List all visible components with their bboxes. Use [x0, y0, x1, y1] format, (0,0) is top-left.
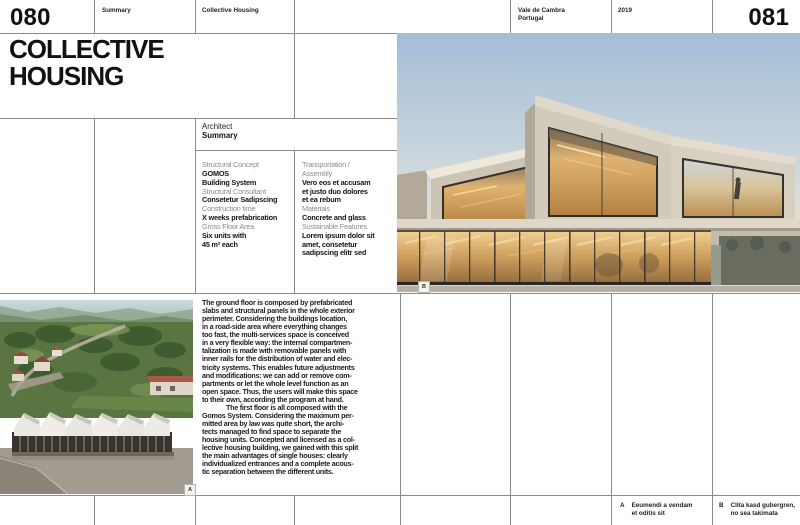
- article-line: in a road-side area where everything changes: [202, 322, 347, 332]
- spec-value: GOMOS: [202, 168, 229, 178]
- header-year: 2019: [618, 7, 633, 14]
- right-house: [148, 376, 193, 395]
- article-line: lective housing building, we gained with this split: [202, 443, 359, 453]
- grid-line: [195, 150, 397, 151]
- grid-line: [510, 294, 511, 525]
- spec-label: Assembly: [302, 168, 333, 178]
- article-line: open space. Thus, the users will make this space: [202, 386, 358, 396]
- article-line: to their own, according the program at hand.: [202, 394, 344, 404]
- spec-column-left: [202, 161, 277, 249]
- spec-value: X weeks prefabrication: [202, 213, 278, 223]
- grid-line: [294, 0, 295, 118]
- caption-a-line1: Eeumendi a vendam: [631, 502, 693, 509]
- article-line: talization is made with removable panels with: [202, 346, 347, 356]
- article-line: and modifications: we can add or remove com-: [202, 370, 352, 380]
- article-line: tects managed to find space to separate the: [202, 427, 342, 436]
- spec-column-right: [302, 161, 374, 258]
- caption-b-line1: Clita kasd gubergren,: [730, 502, 795, 509]
- caption-b-text: [731, 502, 795, 517]
- header-section: Collective Housing: [202, 7, 259, 14]
- spec-value: et justo duo dolores: [302, 186, 368, 196]
- architect-label: Architect: [202, 122, 233, 131]
- article-line: the main advantages of single houses: clearly: [202, 451, 348, 461]
- spec-label: Construction time: [202, 204, 256, 214]
- header-location-line2: Portugal: [518, 14, 544, 22]
- spec-value: Lorem ipsum dolor sit: [302, 230, 375, 240]
- photo-marker-a: A: [184, 484, 196, 496]
- architect-value: Summary: [202, 131, 238, 141]
- grid-line: [0, 118, 397, 119]
- article-text: [202, 299, 402, 476]
- page-number-left: 080: [10, 4, 51, 31]
- grid-line: [94, 495, 95, 525]
- article-line: mitted area by law was quite short, the archi-: [202, 418, 344, 428]
- aerial-photo: [0, 300, 193, 494]
- grid-line: [712, 0, 713, 33]
- grid-line: [195, 495, 196, 525]
- spec-value: Six units with: [202, 230, 247, 240]
- article-line: tic separation between the different units.: [202, 467, 334, 477]
- spec-label: Structural Concept: [202, 160, 259, 169]
- grid-line: [611, 294, 612, 525]
- architect-summary-block: [202, 122, 238, 141]
- spec-value: Vero eos et accusam: [302, 177, 371, 187]
- spec-value: Concrete and glass: [302, 213, 366, 223]
- article-line: in a very flexible way: the internal compartmen-: [202, 338, 353, 348]
- grid-line: [510, 0, 511, 33]
- page-title-line1: COLLECTIVE: [9, 34, 164, 64]
- caption-a-text: [632, 502, 693, 517]
- spec-label: Gross Floor Area: [202, 221, 254, 231]
- caption-b: [719, 502, 795, 517]
- article-line: tricity systems. This enables future adjustments: [202, 362, 355, 372]
- article-line: inner rails for the distribution of water and elec-: [202, 354, 353, 364]
- caption-b-line2: no sea takimata: [730, 509, 778, 517]
- grid-line: [712, 294, 713, 525]
- header-location: [518, 7, 565, 22]
- spec-label: Sustainable Features: [302, 221, 367, 231]
- article-line: partments or let the whole level function as an: [202, 378, 349, 388]
- grid-line: [195, 0, 196, 33]
- article-line: perimeter. Considering the buildings location,: [202, 314, 348, 324]
- building-photo-illustration: [397, 33, 800, 292]
- spec-value: Building System: [202, 177, 257, 187]
- photo-marker-b: B: [418, 281, 430, 293]
- spec-value: 45 m² each: [202, 239, 238, 249]
- article-line: The first floor is all composed with the: [226, 402, 348, 412]
- grid-line: [94, 118, 95, 293]
- article-line: The ground floor is composed by prefabricated: [202, 298, 353, 307]
- spec-label: Structural Consultant: [202, 186, 266, 196]
- caption-a-letter: A: [620, 502, 625, 509]
- spec-value: amet, consetetur: [302, 239, 358, 249]
- caption-a-line2: et oditis sit: [631, 509, 665, 517]
- spec-label: Transportation /: [302, 160, 350, 169]
- article-line: individualized entrances and a complete acous-: [202, 459, 354, 469]
- page-title-line2: HOUSING: [9, 61, 124, 91]
- page-title: [9, 36, 164, 90]
- caption-a: [620, 502, 692, 517]
- article-line: Gomos System. Considering the maximum per-: [202, 410, 354, 420]
- spec-label: Materials: [302, 204, 330, 214]
- aerial-photo-illustration: [0, 300, 193, 494]
- housing-building: [12, 412, 174, 460]
- caption-b-letter: B: [719, 502, 724, 509]
- page-number-right: 081: [748, 4, 789, 31]
- header-summary: Summary: [102, 7, 131, 14]
- spec-value: et ea rebum: [302, 195, 341, 205]
- spec-value: sadipscing elitr sed: [302, 248, 367, 258]
- grid-line: [94, 0, 95, 33]
- article-line: slabs and structural panels in the whole exterior: [202, 306, 355, 316]
- article-line: too fast, the multi-services space is conceived: [202, 330, 349, 340]
- grid-line: [195, 118, 196, 293]
- header-location-line1: Vale de Cambra: [518, 7, 565, 14]
- article-line: housing units. Concepted and licensed as a col-: [202, 435, 355, 445]
- grid-line: [294, 495, 295, 525]
- spec-value: Consetetur Sadipscing: [202, 195, 278, 205]
- grid-line: [611, 0, 612, 33]
- building-photo: [397, 33, 800, 292]
- grid-line: [294, 150, 295, 293]
